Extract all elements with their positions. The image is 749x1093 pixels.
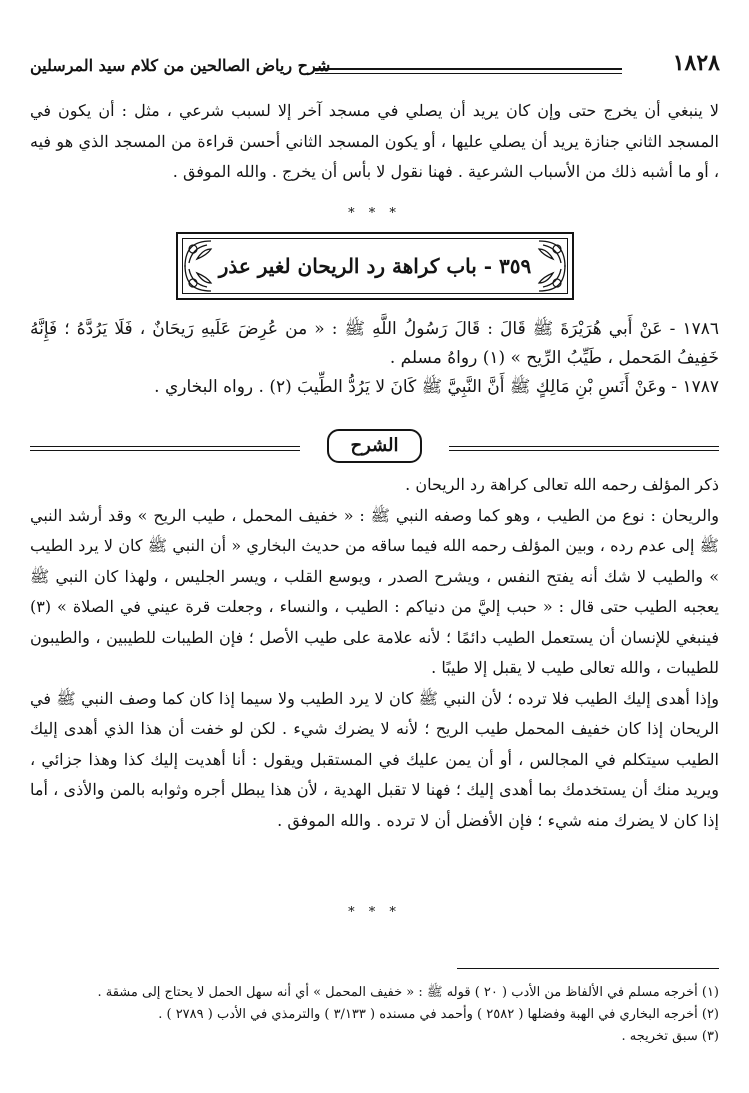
separator-stars: * * * [348, 206, 401, 221]
sharh-rule-right [449, 446, 719, 451]
sharh-label: الشرح [327, 429, 422, 463]
separator-stars: * * * [348, 905, 401, 920]
commentary-paragraph: وإذا أهدى إليك الطيب فلا ترده ؛ لأن النبي ﷺ كان لا يرد الطيب ولا سيما إذا كان كما وصف النبي ﷺ في الريحان إذا كان خفيف المحمل طيب الريح ؛ لأنه لا يضرك شيء . لكن لو خفت أن هذا الذي أهدى إليك الطيب سيتكلم في المجالس ، أو أن يمن عليك في المستقبل ويقول : أنا أهديت إليك كذا وهذا جزائي ، ويريد منك أن يستخدمك بما أهدى إليك ؛ فهنا لا تقبل الهدية ، لأن هذا يبطل أجره وثوابه بالمن والأذى ، أما إذا كان لا يضرك منه شيء ؛ فإن الأفضل أن لا ترده . والله الموفق . [30, 688, 720, 830]
footnote-2: (٢) أخرجه البخاري في الهبة وفضلها ( ٢٥٨٢ ) وأحمد في مسنده ( ٣/١٣٣ ) والترمذي في الأدب ( ٢٧٨٩ ) . [158, 1007, 719, 1022]
hadith-1787: ١٧٨٧ - وعَنْ أَنَسِ بْنِ مَالِكٍ ﷺ أَنَّ النَّبِيَّ ﷺ كَانَ لا يَرُدُّ الطِّيبَ (٢) . رواه البخاري . [154, 377, 719, 397]
footnote-3: (٣) سبق تخريجه . [621, 1029, 719, 1044]
hadith-section [30, 315, 719, 402]
footnote-1: (١) أخرجه مسلم في الألفاظ من الأدب ( ٢٠ ) قوله ﷺ : « خفيف المحمل » أي أنه سهل الحمل لا يحتاج إلى مشقة . [97, 985, 719, 1000]
chapter-frame [176, 232, 574, 300]
book-title: شرح رياض الصالحين من كلام سيد المرسلين [30, 56, 331, 75]
commentary-paragraph: والريحان : نوع من الطيب ، وهو كما وصفه النبي ﷺ : « خفيف المحمل ، طيب الريح » وقد أرشد النبي ﷺ إلى عدم رده ، وبين المؤلف رحمه الله فيما ساقه من حديث البخاري « أن النبي ﷺ كان لا يرد الطيب » والطيب لا شك أنه يفتح النفس ، ويشرح الصدر ، ويوسع القلب ، ويسر الجليس ، ولهذا كان النبي ﷺ يعجبه الطيب حتى قال : « حبب إليَّ من دنياكم : الطيب ، والنساء ، وجعلت قرة عيني في الصلاة » (٣) فينبغي للإنسان أن يستعمل الطيب دائمًا ؛ لأنه علامة على طيب الأصل ؛ فإن الطيبات للطيبين ، والطيبون للطيبات ، والله تعالى طيب لا يقبل إلا طيبًا . [30, 505, 719, 677]
sharh-rule-left [30, 446, 300, 451]
sharh-heading [30, 425, 719, 467]
footnotes [30, 982, 719, 1048]
footnote-rule [457, 968, 719, 969]
commentary-section [30, 470, 719, 836]
chapter-title: ٣٥٩ - باب كراهة رد الريحان لغير عذر [218, 254, 532, 278]
hadith-1786: ١٧٨٦ - عَنْ أَبي هُرَيْرَةَ ﷺ قَالَ : قَالَ رَسُولُ اللَّهِ ﷺ : « من عُرِضَ عَلَيهِ رَيحَانٌ ، فَلَا يَرُدَّهُ ؛ فَإِنَّهُ خَفِيفُ المَحمل ، طَيِّبُ الرِّيح » (١) رواهُ مسلم . [30, 319, 719, 368]
page-number: ١٨٢٨ [672, 50, 720, 76]
header-rule [315, 68, 622, 74]
intro-paragraph: لا ينبغي أن يخرج حتى وإن كان يريد أن يصلي في مسجد آخر إلا لسبب شرعي ، مثل : أن يكون في المسجد الثاني جنازة يريد أن يصلي عليها ، أو يكون المسجد الثاني أحسن قراءة من المسجد الذي هو فيه ، أو ما أشبه ذلك من الأسباب الشرعية . فهنا نقول لا بأس أن يخرج . والله الموفق . [30, 101, 719, 181]
page-header [30, 50, 720, 84]
commentary-paragraph: ذكر المؤلف رحمه الله تعالى كراهة رد الريحان . [405, 475, 719, 494]
